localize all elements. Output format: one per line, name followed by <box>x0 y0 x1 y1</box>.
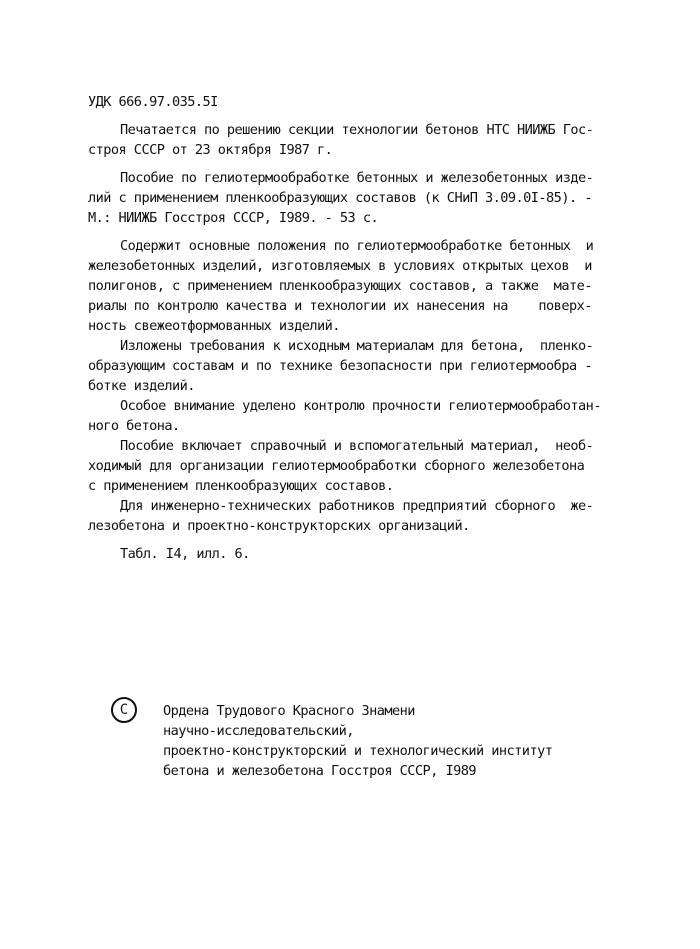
text-line: ность свежеотформованных изделий. <box>88 318 340 334</box>
text-line: Для инженерно-технических работников предприятий сборного же- <box>120 498 594 514</box>
text-line: лезобетона и проектно-конструкторских организаций. <box>88 518 470 534</box>
copyright-line: Ордена Трудового Красного Знамени <box>163 703 415 719</box>
text-line: Особое внимание уделено контролю прочности гелиотермообработан- <box>120 398 601 414</box>
udc-code: УДК 666.97.035.5I <box>88 94 218 110</box>
text-line: Изложены требования к исходным материалам для бетона, пленко- <box>120 338 594 354</box>
copyright-line: научно-исследовательский, <box>163 723 354 739</box>
copyright-line: бетона и железобетона Госстроя СССР, I989 <box>163 763 476 779</box>
copyright-line: проектно-конструкторский и технологический институт <box>163 743 553 759</box>
text-line: строя СССР от 23 октября I987 г. <box>88 142 333 158</box>
text-line: Печатается по решению секции технологии бетонов НТС НИИЖБ Гос- <box>120 122 594 138</box>
text-line: Пособие по гелиотермообработке бетонных и железобетонных изде- <box>120 170 594 186</box>
text-line: с применением пленкообразующих составов. <box>88 478 394 494</box>
text-line: М.: НИИЖБ Госстроя СССР, I989. - 53 с. <box>88 210 379 226</box>
text-line: риалы по контролю качества и технологии их нанесения на поверх- <box>88 298 592 314</box>
text-line: Пособие включает справочный и вспомогательный материал, необ- <box>120 438 594 454</box>
text-line: образующим составам и по технике безопасности при гелиотермообра - <box>88 358 592 374</box>
text-line: ного бетона. <box>88 418 180 434</box>
text-line: лий с применением пленкообразующих составов (к СНиП 3.09.0I-85). - <box>88 190 592 206</box>
text-line: полигонов, с применением пленкообразующих составов, а также мате- <box>88 278 592 294</box>
text-line: железобетонных изделий, изготовляемых в условиях открытых цехов и <box>88 258 592 274</box>
text-line: Содержит основные положения по гелиотермообработке бетонных и <box>120 238 594 254</box>
text-line: ходимый для организации гелиотермообработки сборного железобетона <box>88 458 585 474</box>
text-line: ботке изделий. <box>88 378 195 394</box>
copyright-icon: С <box>111 697 137 723</box>
tables-illustrations-count: Табл. I4, илл. 6. <box>120 546 250 562</box>
